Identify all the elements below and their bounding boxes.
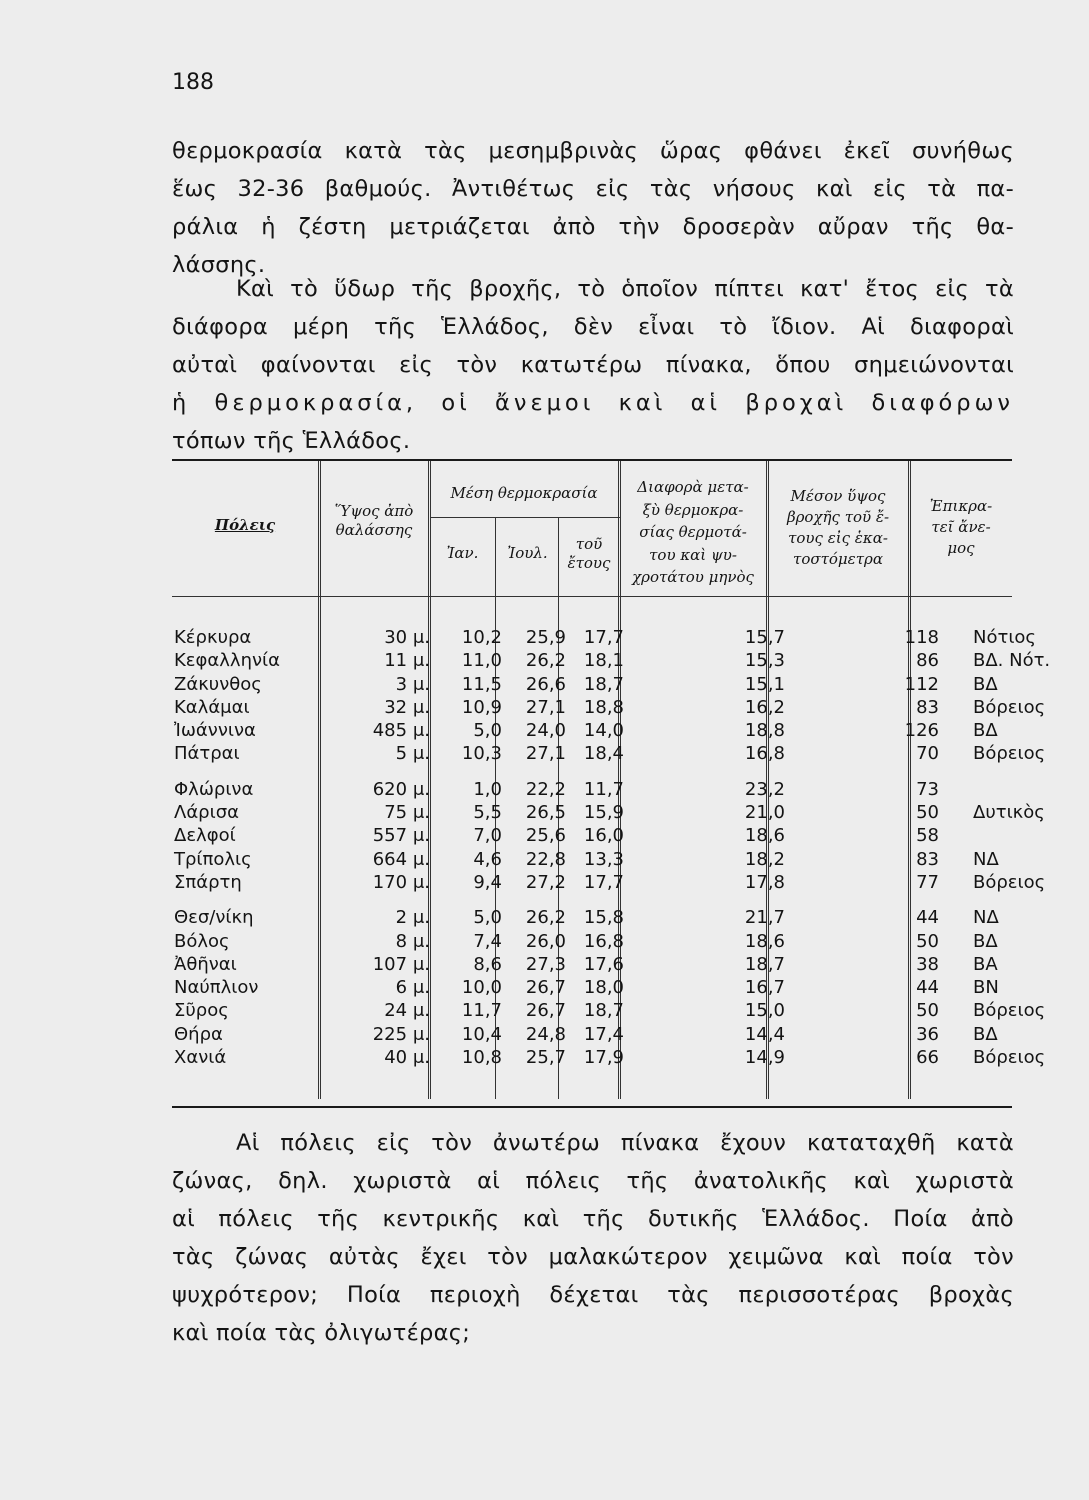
year-temp-cell: 17,7	[583, 627, 624, 648]
wind-cell: ΒΝ	[973, 977, 999, 999]
year-temp-cell: 15,8	[583, 907, 624, 929]
table-row	[172, 673, 1071, 696]
difference-cell: 18,7	[744, 953, 785, 975]
difference-cell: 17,8	[744, 871, 785, 893]
year-temp-cell: 16,0	[583, 825, 624, 847]
altitude-cell: 107 μ.	[372, 953, 430, 975]
jul-temp-cell: 26,6	[525, 673, 566, 695]
rain-cell: 73	[916, 778, 939, 800]
jan-temp-cell: 1,0	[473, 778, 502, 800]
difference-cell: 14,4	[744, 1023, 785, 1045]
spacer-cell	[172, 894, 1071, 906]
difference-cell: 18,8	[744, 720, 785, 742]
city-cell: Καλάμαι	[174, 696, 250, 718]
rain-cell: 83	[916, 848, 939, 870]
jan-temp-cell: 10,9	[461, 696, 502, 718]
jan-temp-cell: 7,4	[473, 930, 502, 952]
city-cell: Ἰωάννινα	[174, 720, 256, 742]
year-temp-cell: 13,3	[583, 848, 624, 870]
wind-cell: ΒΔ	[973, 1023, 998, 1045]
wind-cell: ΒΔ. Νότ.	[973, 650, 1051, 672]
header-line: τοῦ	[575, 535, 603, 553]
difference-cell: 14,9	[744, 1047, 785, 1069]
city-cell: Ἀθῆναι	[174, 953, 237, 975]
rain-cell: 50	[916, 802, 939, 824]
header-line: Ὕψος ἀπὸ	[334, 502, 414, 520]
difference-cell: 16,7	[744, 977, 785, 999]
difference-cell: 16,2	[744, 696, 785, 718]
table-row	[172, 649, 1071, 672]
city-cell: Δελφοί	[174, 825, 236, 847]
altitude-cell: 664 μ.	[372, 848, 430, 870]
altitude-cell: 557 μ.	[372, 825, 430, 847]
jul-temp-cell: 25,6	[525, 825, 566, 847]
header-jul: Ἰουλ.	[507, 544, 548, 562]
header-wind	[910, 496, 1012, 559]
table-row	[172, 719, 1071, 742]
jul-temp-cell: 26,7	[525, 977, 566, 999]
city-cell: Φλώρινα	[174, 778, 254, 800]
header-line: Διαφορὰ μετα-	[637, 478, 749, 496]
year-temp-cell: 17,6	[583, 953, 624, 975]
header-line: Ἐπικρα-	[929, 497, 993, 515]
table-row	[172, 871, 1071, 894]
wind-cell: ΒΔ	[973, 673, 998, 695]
altitude-cell: 6 μ.	[395, 977, 430, 999]
header-jan: Ἰαν.	[446, 544, 479, 562]
jul-temp-cell: 26,2	[525, 650, 566, 672]
jul-temp-cell: 26,2	[525, 907, 566, 929]
city-cell: Λάρισα	[174, 802, 239, 824]
altitude-cell: 225 μ.	[372, 1023, 430, 1045]
year-temp-cell: 17,9	[583, 1047, 624, 1069]
year-temp-cell: 17,4	[583, 1023, 624, 1045]
altitude-cell: 485 μ.	[372, 720, 430, 742]
header-line: Μέσον ὕψος	[790, 487, 886, 505]
table-row	[172, 953, 1071, 976]
jul-temp-cell: 27,1	[525, 743, 566, 765]
text-line: τὰς ζώνας αὐτὰς ἔχει τὸν μαλακώτερον χειμῶνα καὶ ποία τὸν	[172, 1244, 1014, 1270]
city-cell: Χανιά	[174, 1047, 227, 1069]
jan-temp-cell: 5,0	[473, 907, 502, 929]
wind-cell: ΝΔ	[973, 907, 999, 929]
jul-temp-cell: 26,5	[525, 802, 566, 824]
difference-cell: 15,7	[744, 627, 785, 648]
text-line: Καὶ τὸ ὕδωρ τῆς βροχῆς, τὸ ὁποῖον πίπτει κατ' ἔτος εἰς τὰ	[236, 276, 1014, 302]
header-cities: Πόλεις	[214, 516, 276, 534]
altitude-cell: 32 μ.	[384, 696, 430, 718]
paragraph-1	[172, 132, 1014, 284]
wind-cell: Βόρειος	[973, 1000, 1046, 1022]
city-cell: Τρίπολις	[174, 848, 252, 870]
jan-temp-cell: 7,0	[473, 825, 502, 847]
wind-cell: Βόρειος	[973, 743, 1046, 765]
altitude-cell: 24 μ.	[384, 1000, 430, 1022]
rain-cell: 50	[916, 930, 939, 952]
difference-cell: 18,6	[744, 825, 785, 847]
table-bottom-rule	[172, 1106, 1012, 1108]
year-temp-cell: 18,7	[583, 1000, 624, 1022]
year-temp-cell: 18,8	[583, 696, 624, 718]
city-cell: Ναύπλιον	[174, 977, 259, 999]
year-temp-cell: 18,4	[583, 743, 624, 765]
rain-cell: 118	[904, 627, 939, 648]
rain-cell: 126	[904, 720, 939, 742]
wind-cell: ΒΔ	[973, 930, 998, 952]
text-line: ἡ θερμοκρασία, οἱ ἄνεμοι καὶ αἱ βροχαὶ διαφόρων	[172, 390, 1014, 416]
page-number: 188	[172, 70, 214, 95]
jan-temp-cell: 11,5	[461, 673, 502, 695]
text-line: ράλια ἡ ζέστη μετριάζεται ἀπὸ τὴν δροσερὰν αὔραν τῆς θα-	[172, 214, 1014, 240]
city-cell: Σῦρος	[174, 1000, 229, 1022]
table-header-rule	[172, 596, 1012, 597]
rain-cell: 70	[916, 743, 939, 765]
wind-cell: Νότιος	[973, 627, 1036, 648]
altitude-cell: 11 μ.	[384, 650, 430, 672]
rain-cell: 112	[904, 673, 939, 695]
difference-cell: 15,3	[744, 650, 785, 672]
header-line: τοστόμετρα	[793, 550, 883, 568]
year-temp-cell: 15,9	[583, 802, 624, 824]
jan-temp-cell: 11,7	[461, 1000, 502, 1022]
wind-cell: ΒΔ	[973, 720, 998, 742]
table-row	[172, 976, 1071, 999]
text-line: αἱ πόλεις τῆς κεντρικῆς καὶ τῆς δυτικῆς Ἑλλάδος. Ποία ἀπὸ	[172, 1206, 1014, 1232]
year-temp-cell: 14,0	[583, 720, 624, 742]
year-temp-cell: 18,7	[583, 673, 624, 695]
altitude-cell: 620 μ.	[372, 778, 430, 800]
table-row	[172, 1046, 1071, 1069]
table-body	[172, 626, 1071, 1069]
jan-temp-cell: 4,6	[473, 848, 502, 870]
text-line: ψυχρότερον; Ποία περιοχὴ δέχεται τὰς περισσοτέρας βροχὰς	[172, 1282, 1014, 1308]
group-spacer	[172, 894, 1071, 906]
altitude-cell: 170 μ.	[372, 871, 430, 893]
difference-cell: 21,0	[744, 802, 785, 824]
table-row	[172, 824, 1071, 847]
wind-cell	[967, 824, 1071, 847]
wind-cell: Δυτικὸς	[973, 802, 1045, 824]
year-temp-cell: 17,7	[583, 871, 624, 893]
table-row	[172, 1023, 1071, 1046]
table-row	[172, 906, 1071, 929]
header-line: βροχῆς τοῦ ἔ-	[786, 508, 890, 526]
difference-cell: 16,8	[744, 743, 785, 765]
table-row	[172, 930, 1071, 953]
text-line: ζώνας, δηλ. χωριστὰ αἱ πόλεις τῆς ἀνατολικῆς καὶ χωριστὰ	[172, 1168, 1014, 1194]
rain-cell: 36	[916, 1023, 939, 1045]
header-line: μος	[947, 539, 975, 557]
jan-temp-cell: 5,5	[473, 802, 502, 824]
jul-temp-cell: 22,2	[525, 778, 566, 800]
jan-temp-cell: 10,2	[461, 627, 502, 648]
altitude-cell: 5 μ.	[395, 743, 430, 765]
jan-temp-cell: 11,0	[461, 650, 502, 672]
altitude-cell: 2 μ.	[395, 907, 430, 929]
temp-subheader-rule	[430, 517, 620, 518]
wind-cell: ΒΑ	[973, 953, 998, 975]
year-temp-cell: 18,0	[583, 977, 624, 999]
jan-temp-cell: 5,0	[473, 720, 502, 742]
text-line: ἕως 32-36 βαθμούς. Ἀντιθέτως εἰς τὰς νήσους καὶ εἰς τὰ πα-	[172, 176, 1014, 202]
header-line: χροτάτου μηνὸς	[632, 568, 754, 586]
jan-temp-cell: 10,3	[461, 743, 502, 765]
jan-temp-cell: 9,4	[473, 871, 502, 893]
rain-cell: 58	[916, 825, 939, 847]
rain-cell: 38	[916, 953, 939, 975]
jul-temp-cell: 27,1	[525, 696, 566, 718]
city-cell: Θήρα	[174, 1023, 223, 1045]
paragraph-2	[172, 270, 1014, 460]
rain-cell: 50	[916, 1000, 939, 1022]
header-year	[560, 535, 618, 573]
header-line: σίας θερμοτά-	[639, 523, 747, 541]
jul-temp-cell: 27,2	[525, 871, 566, 893]
year-temp-cell: 16,8	[583, 930, 624, 952]
table-row	[172, 801, 1071, 824]
paragraph-3	[172, 1124, 1014, 1352]
jul-temp-cell: 24,8	[525, 1023, 566, 1045]
altitude-cell: 75 μ.	[384, 802, 430, 824]
rain-cell: 77	[916, 871, 939, 893]
header-line: ξὺ θερμοκρα-	[642, 500, 744, 519]
table-row	[172, 696, 1071, 719]
table-top-rule	[172, 459, 1012, 461]
header-difference	[620, 476, 766, 589]
altitude-cell: 30 μ.	[384, 627, 430, 648]
rain-cell: 44	[916, 907, 939, 929]
jul-temp-cell: 25,7	[525, 1047, 566, 1069]
text-line: λάσσης.	[172, 252, 266, 278]
header-mean-temp: Μέση θερμοκρασία	[450, 484, 598, 502]
jul-temp-cell: 27,3	[525, 953, 566, 975]
table-row	[172, 626, 1071, 649]
city-cell: Κέρκυρα	[174, 627, 252, 648]
wind-cell: Βόρειος	[973, 1047, 1046, 1069]
table-row	[172, 778, 1071, 801]
jul-temp-cell: 26,7	[525, 1000, 566, 1022]
header-line: του καὶ ψυ-	[649, 545, 737, 564]
text-line: καὶ ποία τὰς ὀλιγωτέρας;	[172, 1320, 471, 1346]
text-line: θερμοκρασία κατὰ τὰς μεσημβρινὰς ὥρας φθάνει ἐκεῖ συνήθως	[172, 138, 1014, 164]
jan-temp-cell: 10,0	[461, 977, 502, 999]
table-row	[172, 848, 1071, 871]
rain-cell: 66	[916, 1047, 939, 1069]
header-altitude	[320, 502, 428, 540]
header-line: τεῖ ἄνε-	[931, 518, 991, 536]
table-row	[172, 742, 1071, 765]
city-cell: Ζάκυνθος	[174, 673, 262, 695]
difference-cell: 15,1	[744, 673, 785, 695]
difference-cell: 18,2	[744, 848, 785, 870]
city-cell: Πάτραι	[174, 743, 240, 765]
rain-cell: 83	[916, 696, 939, 718]
header-rain	[768, 486, 908, 570]
city-cell: Θεσ/νίκη	[174, 907, 254, 929]
wind-cell: ΝΔ	[973, 848, 999, 870]
difference-cell: 18,6	[744, 930, 785, 952]
text-line: τόπων τῆς Ἑλλάδος.	[172, 428, 411, 454]
header-line: θαλάσσης	[335, 521, 413, 539]
city-cell: Κεφαλληνία	[174, 650, 280, 672]
table-row	[172, 999, 1071, 1022]
text-line: αὐταὶ φαίνονται εἰς τὸν κατωτέρω πίνακα, ὅπου σημειώνονται	[172, 352, 1014, 378]
jul-temp-cell: 24,0	[525, 720, 566, 742]
text-line: διάφορα μέρη τῆς Ἑλλάδος, δὲν εἶναι τὸ ἴδιον. Αἱ διαφοραὶ	[172, 314, 1014, 340]
difference-cell: 15,0	[744, 1000, 785, 1022]
jul-temp-cell: 25,9	[525, 627, 566, 648]
wind-cell: Βόρειος	[973, 696, 1046, 718]
city-cell: Σπάρτη	[174, 871, 242, 893]
altitude-cell: 40 μ.	[384, 1047, 430, 1069]
difference-cell: 21,7	[744, 907, 785, 929]
header-line: ἔτους	[567, 554, 611, 572]
year-temp-cell: 11,7	[583, 778, 624, 800]
jul-temp-cell: 22,8	[525, 848, 566, 870]
climate-table	[172, 626, 1071, 1069]
rain-cell: 44	[916, 977, 939, 999]
wind-cell: Βόρειος	[973, 871, 1046, 893]
wind-cell	[967, 778, 1071, 801]
difference-cell: 23,2	[744, 778, 785, 800]
header-line: τους εἰς ἑκα-	[788, 529, 888, 547]
altitude-cell: 3 μ.	[395, 673, 430, 695]
city-cell: Βόλος	[174, 930, 230, 952]
year-temp-cell: 18,1	[583, 650, 624, 672]
text-line: Αἱ πόλεις εἰς τὸν ἀνωτέρω πίνακα ἔχουν καταταχθῆ κατὰ	[236, 1130, 1014, 1156]
jan-temp-cell: 10,8	[461, 1047, 502, 1069]
jan-temp-cell: 10,4	[461, 1023, 502, 1045]
jul-temp-cell: 26,0	[525, 930, 566, 952]
altitude-cell: 8 μ.	[395, 930, 430, 952]
rain-cell: 86	[916, 650, 939, 672]
jan-temp-cell: 8,6	[473, 953, 502, 975]
group-spacer	[172, 766, 1071, 778]
spacer-cell	[172, 766, 1071, 778]
